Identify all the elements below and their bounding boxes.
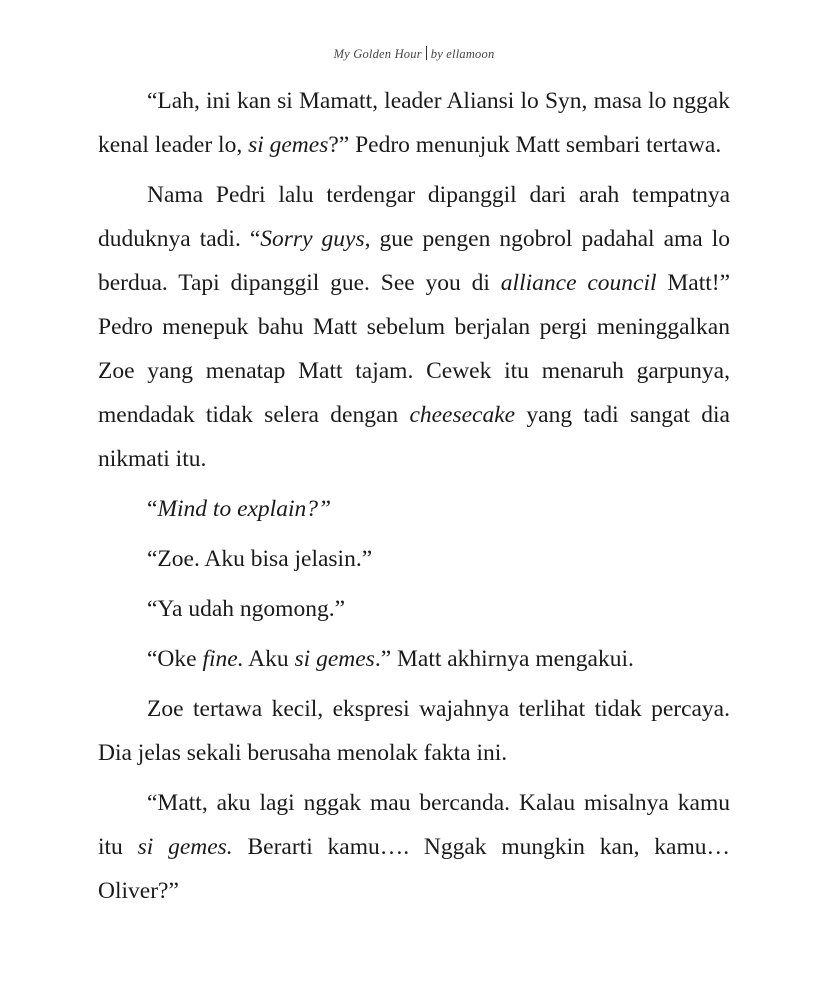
italic-text: alliance council: [500, 270, 657, 296]
paragraph: [98, 173, 730, 481]
text-run: Berarti kamu…. Nggak mungkin kan, kamu… Oliver?”: [98, 834, 730, 904]
body-text: [98, 79, 730, 919]
paragraph: [98, 781, 730, 913]
author-name: by ellamoon: [430, 47, 495, 61]
italic-text: Mind to explain?”: [157, 496, 332, 522]
text-run: ?” Pedro menunjuk Matt sembari tertawa.: [328, 132, 722, 158]
paragraph: [98, 487, 730, 531]
text-run: “Oke: [147, 646, 203, 672]
text-run: Zoe tertawa kecil, ekspresi wajahnya terlihat tidak percaya. Dia jelas sekali berusaha menolak fakta ini.: [98, 696, 730, 766]
header-separator: [426, 46, 427, 60]
text-run: yang tadi sangat dia nikmati itu.: [98, 402, 730, 472]
italic-text: si gemes.: [137, 834, 233, 860]
text-run: , gue pengen ngobrol padahal ama lo berdua. Tapi dipanggil gue. See you di: [98, 226, 731, 296]
italic-text: si gemes: [294, 646, 375, 672]
italic-text: fine.: [202, 646, 244, 672]
text-run: Matt!” Pedro menepuk bahu Matt sebelum berjalan pergi meninggalkan Zoe yang menatap Matt tajam. Cewek itu menaruh garpunya, mendadak tidak selera dengan: [98, 270, 731, 428]
text-run: “Lah, ini kan si Mamatt, leader Aliansi lo Syn, masa lo nggak kenal leader lo,: [98, 88, 730, 158]
text-run: “Matt, aku lagi nggak mau bercanda. Kalau misalnya kamu itu: [98, 790, 730, 860]
paragraph: [98, 587, 730, 631]
paragraph: [98, 637, 730, 681]
italic-text: si gemes: [248, 132, 329, 158]
text-run: .” Matt akhirnya mengakui.: [374, 646, 634, 672]
paragraph: [98, 687, 730, 775]
paragraph: [98, 79, 730, 167]
paragraph: [98, 537, 730, 581]
text-run: Nama Pedri lalu terdengar dipanggil dari arah tempatnya duduknya tadi. “: [98, 182, 730, 252]
running-header: [0, 46, 828, 62]
italic-text: Sorry guys: [260, 226, 365, 252]
italic-text: cheesecake: [409, 402, 516, 428]
text-run: “: [147, 496, 158, 522]
text-run: “Zoe. Aku bisa jelasin.”: [147, 546, 373, 572]
book-title: My Golden Hour: [333, 47, 422, 61]
text-run: Aku: [243, 646, 295, 672]
text-run: “Ya udah ngomong.”: [147, 596, 345, 622]
